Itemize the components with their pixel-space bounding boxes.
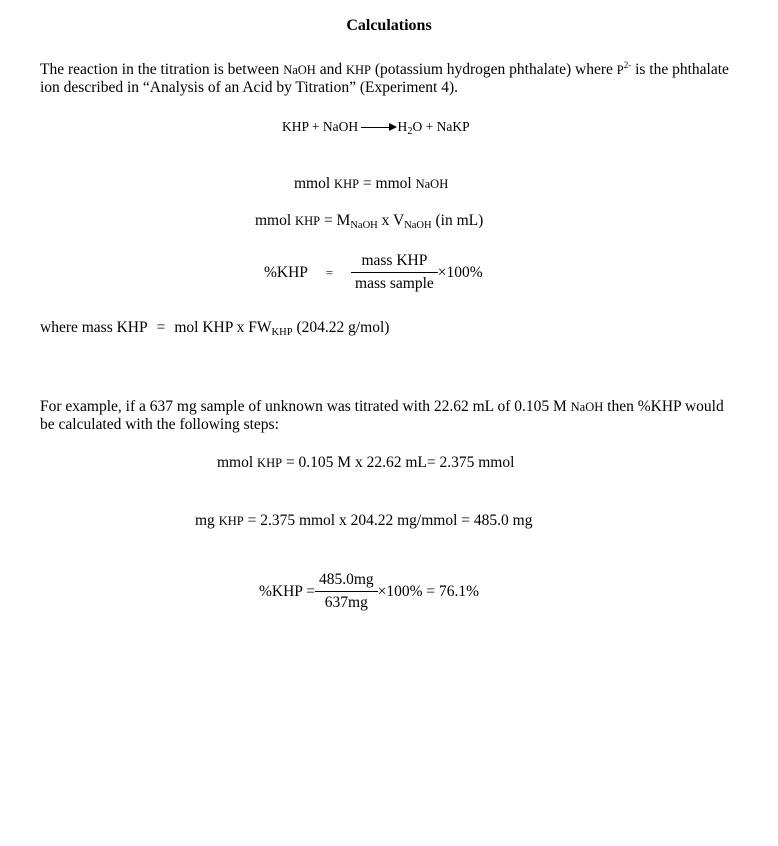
eq3-numerator: mass KHP	[361, 252, 428, 269]
where-text-c: (204.22 g/mol)	[292, 319, 390, 336]
intro-text-4: is the phthalate ion described in “Analysis of an Acid by Titration” (Experiment 4).	[40, 61, 729, 96]
reaction-left: KHP + NaOH	[282, 119, 359, 134]
eq1-text-b: = mmol	[359, 175, 416, 192]
intro-text-1: The reaction in the titration is between	[40, 61, 284, 78]
example-text-3: would be calculated with the following steps:	[40, 398, 724, 433]
step2-text-b: = 2.375 mmol x 204.22 mg/mmol = 485.0 mg	[243, 512, 533, 529]
eq2-v-subscript: NaOH	[404, 220, 432, 231]
eq3-lhs: %KHP	[264, 263, 308, 281]
where-text-b: mol KHP x FW	[174, 319, 272, 336]
intro-text-2: and	[315, 61, 346, 78]
eq3-fraction	[351, 252, 438, 293]
eq2-m-subscript: NaOH	[350, 220, 378, 231]
example-text-2: then %	[603, 398, 651, 415]
equation-percent-khp	[264, 252, 483, 293]
reaction-right: O + NaKP	[412, 119, 470, 134]
example-naoh: NaOH	[570, 400, 604, 414]
step1-text-a: mmol	[217, 454, 258, 471]
equation-mmol-khp-molarity	[255, 212, 483, 231]
equation-mmol-khp-naoh	[294, 175, 448, 193]
step3-numerator: 485.0mg	[318, 571, 374, 588]
eq3-denominator: mass sample	[351, 272, 438, 293]
eq1-khp: KHP	[334, 177, 360, 191]
eq2-text-a: mmol	[255, 212, 296, 229]
step-mmol-khp	[217, 454, 514, 472]
reaction-h-subscript: 2	[407, 126, 413, 137]
example-khp: KHP	[650, 398, 682, 415]
reaction-arrow-icon	[361, 123, 397, 133]
intro-text-3: (potassium hydrogen phthalate) where	[370, 61, 617, 78]
reaction-h: H	[397, 119, 408, 134]
intro-p-superscript: 2-	[623, 60, 632, 70]
step3-denominator: 637mg	[315, 591, 378, 612]
example-paragraph	[40, 398, 740, 434]
eq3-times: ×100%	[437, 263, 483, 281]
eq2-khp: KHP	[295, 214, 321, 228]
where-fw-subscript: KHP	[271, 327, 293, 338]
step3-fraction	[315, 571, 378, 612]
intro-naoh: NaOH	[283, 63, 316, 77]
where-mass-khp-line	[40, 319, 389, 338]
eq2-text-c: x V	[377, 212, 405, 229]
eq2-text-b: = M	[320, 212, 351, 229]
eq1-naoh: NaOH	[415, 177, 449, 191]
step3-rhs: ×100% = 76.1%	[377, 582, 480, 600]
step2-text-a: mg	[195, 512, 219, 529]
intro-paragraph	[40, 56, 740, 97]
step1-text-b: = 0.105 M x 22.62 mL= 2.375 mmol	[282, 454, 515, 471]
step1-khp: KHP	[257, 456, 283, 470]
step-mg-khp	[195, 512, 532, 530]
eq2-text-d: (in mL)	[431, 212, 484, 229]
where-equals: =	[156, 319, 166, 336]
step2-khp: KHP	[218, 514, 244, 528]
example-text-1: For example, if a 637 mg sample of unknown was titrated with 22.62 mL of 0.105 M	[40, 398, 571, 415]
eq3-equals: =	[325, 264, 334, 280]
page-title: Calculations	[346, 17, 432, 34]
intro-p: P	[616, 63, 624, 77]
where-text-a: where mass KHP	[40, 319, 148, 336]
intro-khp: KHP	[345, 63, 371, 77]
step3-lhs: %KHP =	[259, 582, 315, 600]
reaction-equation	[282, 119, 470, 137]
eq1-text-a: mmol	[294, 175, 335, 192]
step-percent-khp	[259, 571, 479, 612]
